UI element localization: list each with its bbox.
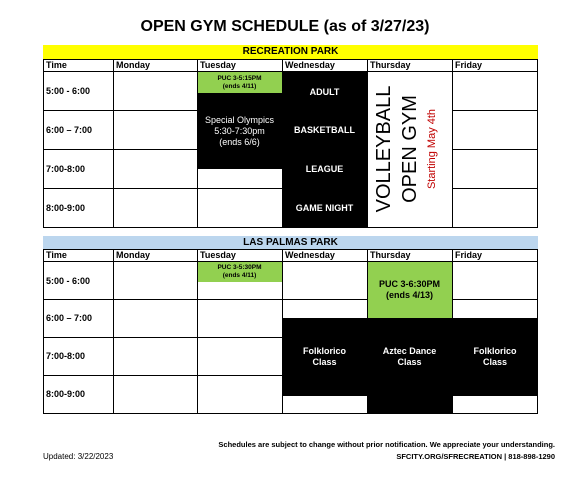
- rec-tue-special-line3: (ends 6/6): [219, 136, 260, 147]
- grid-line: [43, 261, 538, 262]
- grid-line: [197, 249, 198, 414]
- rec-tue-puc-end: (ends 4/11): [222, 82, 257, 90]
- rec-thu-volleyball: VOLLEYBALL: [373, 85, 395, 213]
- recreation-park-band: RECREATION PARK: [43, 45, 538, 59]
- lp-wed-class-line1: Folklorico: [302, 346, 346, 356]
- lp-thu-class-line1: Aztec Dance: [382, 346, 437, 356]
- lp-time-row: 6:00 – 7:00: [46, 313, 93, 323]
- footer-updated: Updated: 3/22/2023: [43, 452, 114, 461]
- lp-fri-class-line1: Folklorico: [473, 346, 517, 356]
- lp-wed-folklorico: [282, 346, 367, 368]
- rec-time-row: 6:00 – 7:00: [46, 124, 93, 135]
- page-title: OPEN GYM SCHEDULE (as of 3/27/23): [140, 18, 430, 35]
- lp-header-wednesday: Wednesday: [285, 250, 335, 260]
- rec-tue-special-line1: Special Olympics: [204, 114, 275, 125]
- grid-line: [43, 110, 197, 111]
- grid-line: [452, 249, 453, 414]
- grid-line: [43, 188, 282, 189]
- grid-line: [367, 59, 368, 228]
- rec-time-row: 8:00-9:00: [46, 202, 86, 213]
- grid-line: [282, 59, 283, 228]
- lp-thu-puc-end: (ends 4/13): [385, 290, 434, 300]
- lp-thu-aztec-dance: [367, 346, 452, 368]
- rec-header-monday: Monday: [116, 60, 151, 70]
- lp-tue-puc-cell: [197, 262, 282, 282]
- grid-line: [43, 71, 538, 72]
- grid-line: [367, 249, 368, 414]
- lp-thu-puc-text: PUC 3-6:30PM: [378, 279, 441, 289]
- grid-line: [452, 59, 453, 228]
- lp-header-monday: Monday: [116, 250, 151, 260]
- lp-fri-folklorico: [452, 346, 538, 368]
- rec-header-wednesday: Wednesday: [285, 60, 335, 70]
- grid-line: [282, 249, 283, 414]
- rec-time-row: 7:00-8:00: [46, 163, 86, 174]
- grid-line: [452, 110, 538, 111]
- grid-line: [113, 249, 114, 414]
- grid-line: [43, 375, 282, 376]
- grid-line: [113, 59, 114, 228]
- rec-wed-basketball: BASKETBALL: [294, 125, 355, 135]
- grid-line: [43, 249, 44, 414]
- rec-thu-starting: Starting May 4th: [426, 108, 438, 190]
- grid-line: [43, 149, 197, 150]
- lp-wed-class-line2: Class: [312, 357, 337, 367]
- rec-thu-volleyball-cell: [367, 72, 452, 227]
- lp-time-row: 8:00-9:00: [46, 389, 86, 399]
- lp-header-tuesday: Tuesday: [200, 250, 236, 260]
- rec-wed-league: LEAGUE: [305, 164, 344, 174]
- las-palmas-band: LAS PALMAS PARK: [43, 236, 538, 250]
- grid-line: [452, 188, 538, 189]
- grid-line: [43, 299, 367, 300]
- grid-line: [43, 413, 538, 414]
- grid-line: [43, 249, 538, 250]
- grid-line: [197, 59, 198, 228]
- lp-thu-class-line2: Class: [397, 357, 422, 367]
- lp-tue-puc-text: PUC 3-5:30PM: [217, 264, 262, 271]
- footer-contact: SFCITY.ORG/SFRECREATION | 818-898-1290: [396, 452, 555, 461]
- grid-line: [537, 249, 538, 414]
- rec-header-thursday: Thursday: [370, 60, 411, 70]
- lp-fri-class-line2: Class: [482, 357, 508, 367]
- rec-header-friday: Friday: [455, 60, 483, 70]
- grid-line: [452, 299, 538, 300]
- rec-wed-game-night: GAME NIGHT: [295, 203, 354, 213]
- rec-wed-adult: ADULT: [309, 87, 340, 97]
- rec-time-row: 5:00 - 6:00: [46, 86, 91, 96]
- grid-line: [43, 59, 538, 60]
- footer-notice: Schedules are subject to change without prior notification. We appreciate your understanding.: [218, 440, 555, 449]
- grid-line: [43, 227, 538, 228]
- lp-time-row: 5:00 - 6:00: [46, 275, 91, 286]
- rec-header-time: Time: [46, 60, 67, 70]
- lp-header-thursday: Thursday: [370, 250, 411, 260]
- grid-line: [43, 337, 282, 338]
- rec-thu-open-gym: OPEN GYM: [399, 95, 421, 203]
- grid-line: [43, 59, 44, 228]
- rec-tue-puc-cell: [197, 72, 282, 93]
- rec-tue-special-line2: 5:30-7:30pm: [214, 125, 265, 136]
- rec-tue-puc-text: PUC 3-5:15PM: [217, 74, 262, 82]
- lp-time-row: 7:00-8:00: [46, 351, 86, 361]
- lp-header-time: Time: [46, 250, 67, 260]
- lp-header-friday: Friday: [455, 250, 483, 260]
- grid-line: [537, 59, 538, 228]
- lp-tue-puc-end: (ends 4/11): [222, 272, 257, 279]
- grid-line: [452, 149, 538, 150]
- lp-thu-puc-cell: [367, 262, 452, 318]
- rec-header-tuesday: Tuesday: [200, 60, 236, 70]
- rec-tue-special-cell: [197, 93, 282, 169]
